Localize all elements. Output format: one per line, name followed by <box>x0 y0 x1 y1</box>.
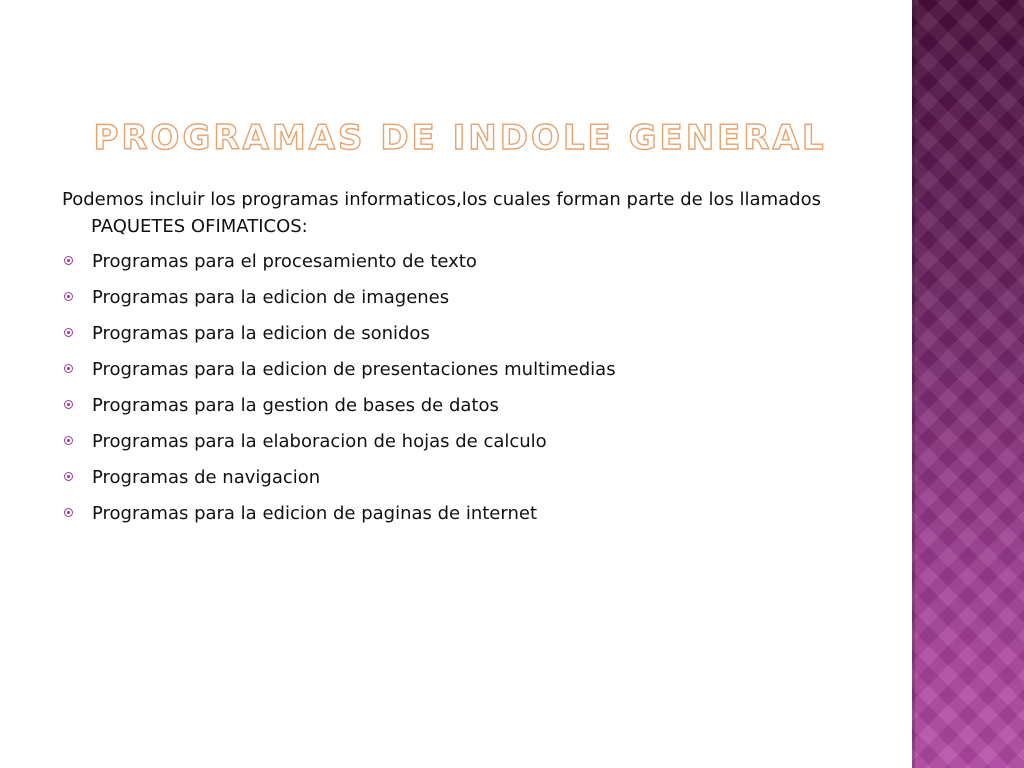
bullet-item <box>62 500 862 527</box>
circle-dot-icon <box>64 508 73 517</box>
bullet-text: Programas para la edicion de presentaciones multimedias <box>92 359 616 380</box>
bullet-text: Programas para la edicion de imagenes <box>92 287 450 308</box>
circle-dot-icon <box>64 292 73 301</box>
bullet-text: Programas para la gestion de bases de datos <box>92 395 499 416</box>
circle-dot-icon <box>64 436 73 445</box>
bullet-item <box>62 320 862 347</box>
slide-title: PROGRAMAS DE INDOLE GENERAL <box>93 118 827 158</box>
intro-paragraph: Podemos incluir los programas informaticos,los cuales forman parte de los llamados PAQUETES OFIMATICOS: <box>62 189 821 237</box>
circle-dot-icon <box>64 328 73 337</box>
bullet-item <box>62 356 862 383</box>
circle-dot-icon <box>64 400 73 409</box>
decorative-side-band <box>912 0 1024 768</box>
bullet-text: Programas de navigacion <box>92 467 321 488</box>
slide-body <box>62 186 862 536</box>
bullet-item <box>62 392 862 419</box>
bullet-text: Programas para la elaboracion de hojas de calculo <box>92 431 547 452</box>
bullet-text: Programas para la edicion de sonidos <box>92 323 430 344</box>
bullet-text: Programas para el procesamiento de texto <box>92 251 477 272</box>
bullet-list <box>62 248 862 527</box>
bullet-item <box>62 284 862 311</box>
bullet-item <box>62 428 862 455</box>
circle-dot-icon <box>64 472 73 481</box>
circle-dot-icon <box>64 364 73 373</box>
circle-dot-icon <box>64 256 73 265</box>
bullet-item <box>62 464 862 491</box>
bullet-item <box>62 248 862 275</box>
bullet-text: Programas para la edicion de paginas de internet <box>92 503 538 524</box>
